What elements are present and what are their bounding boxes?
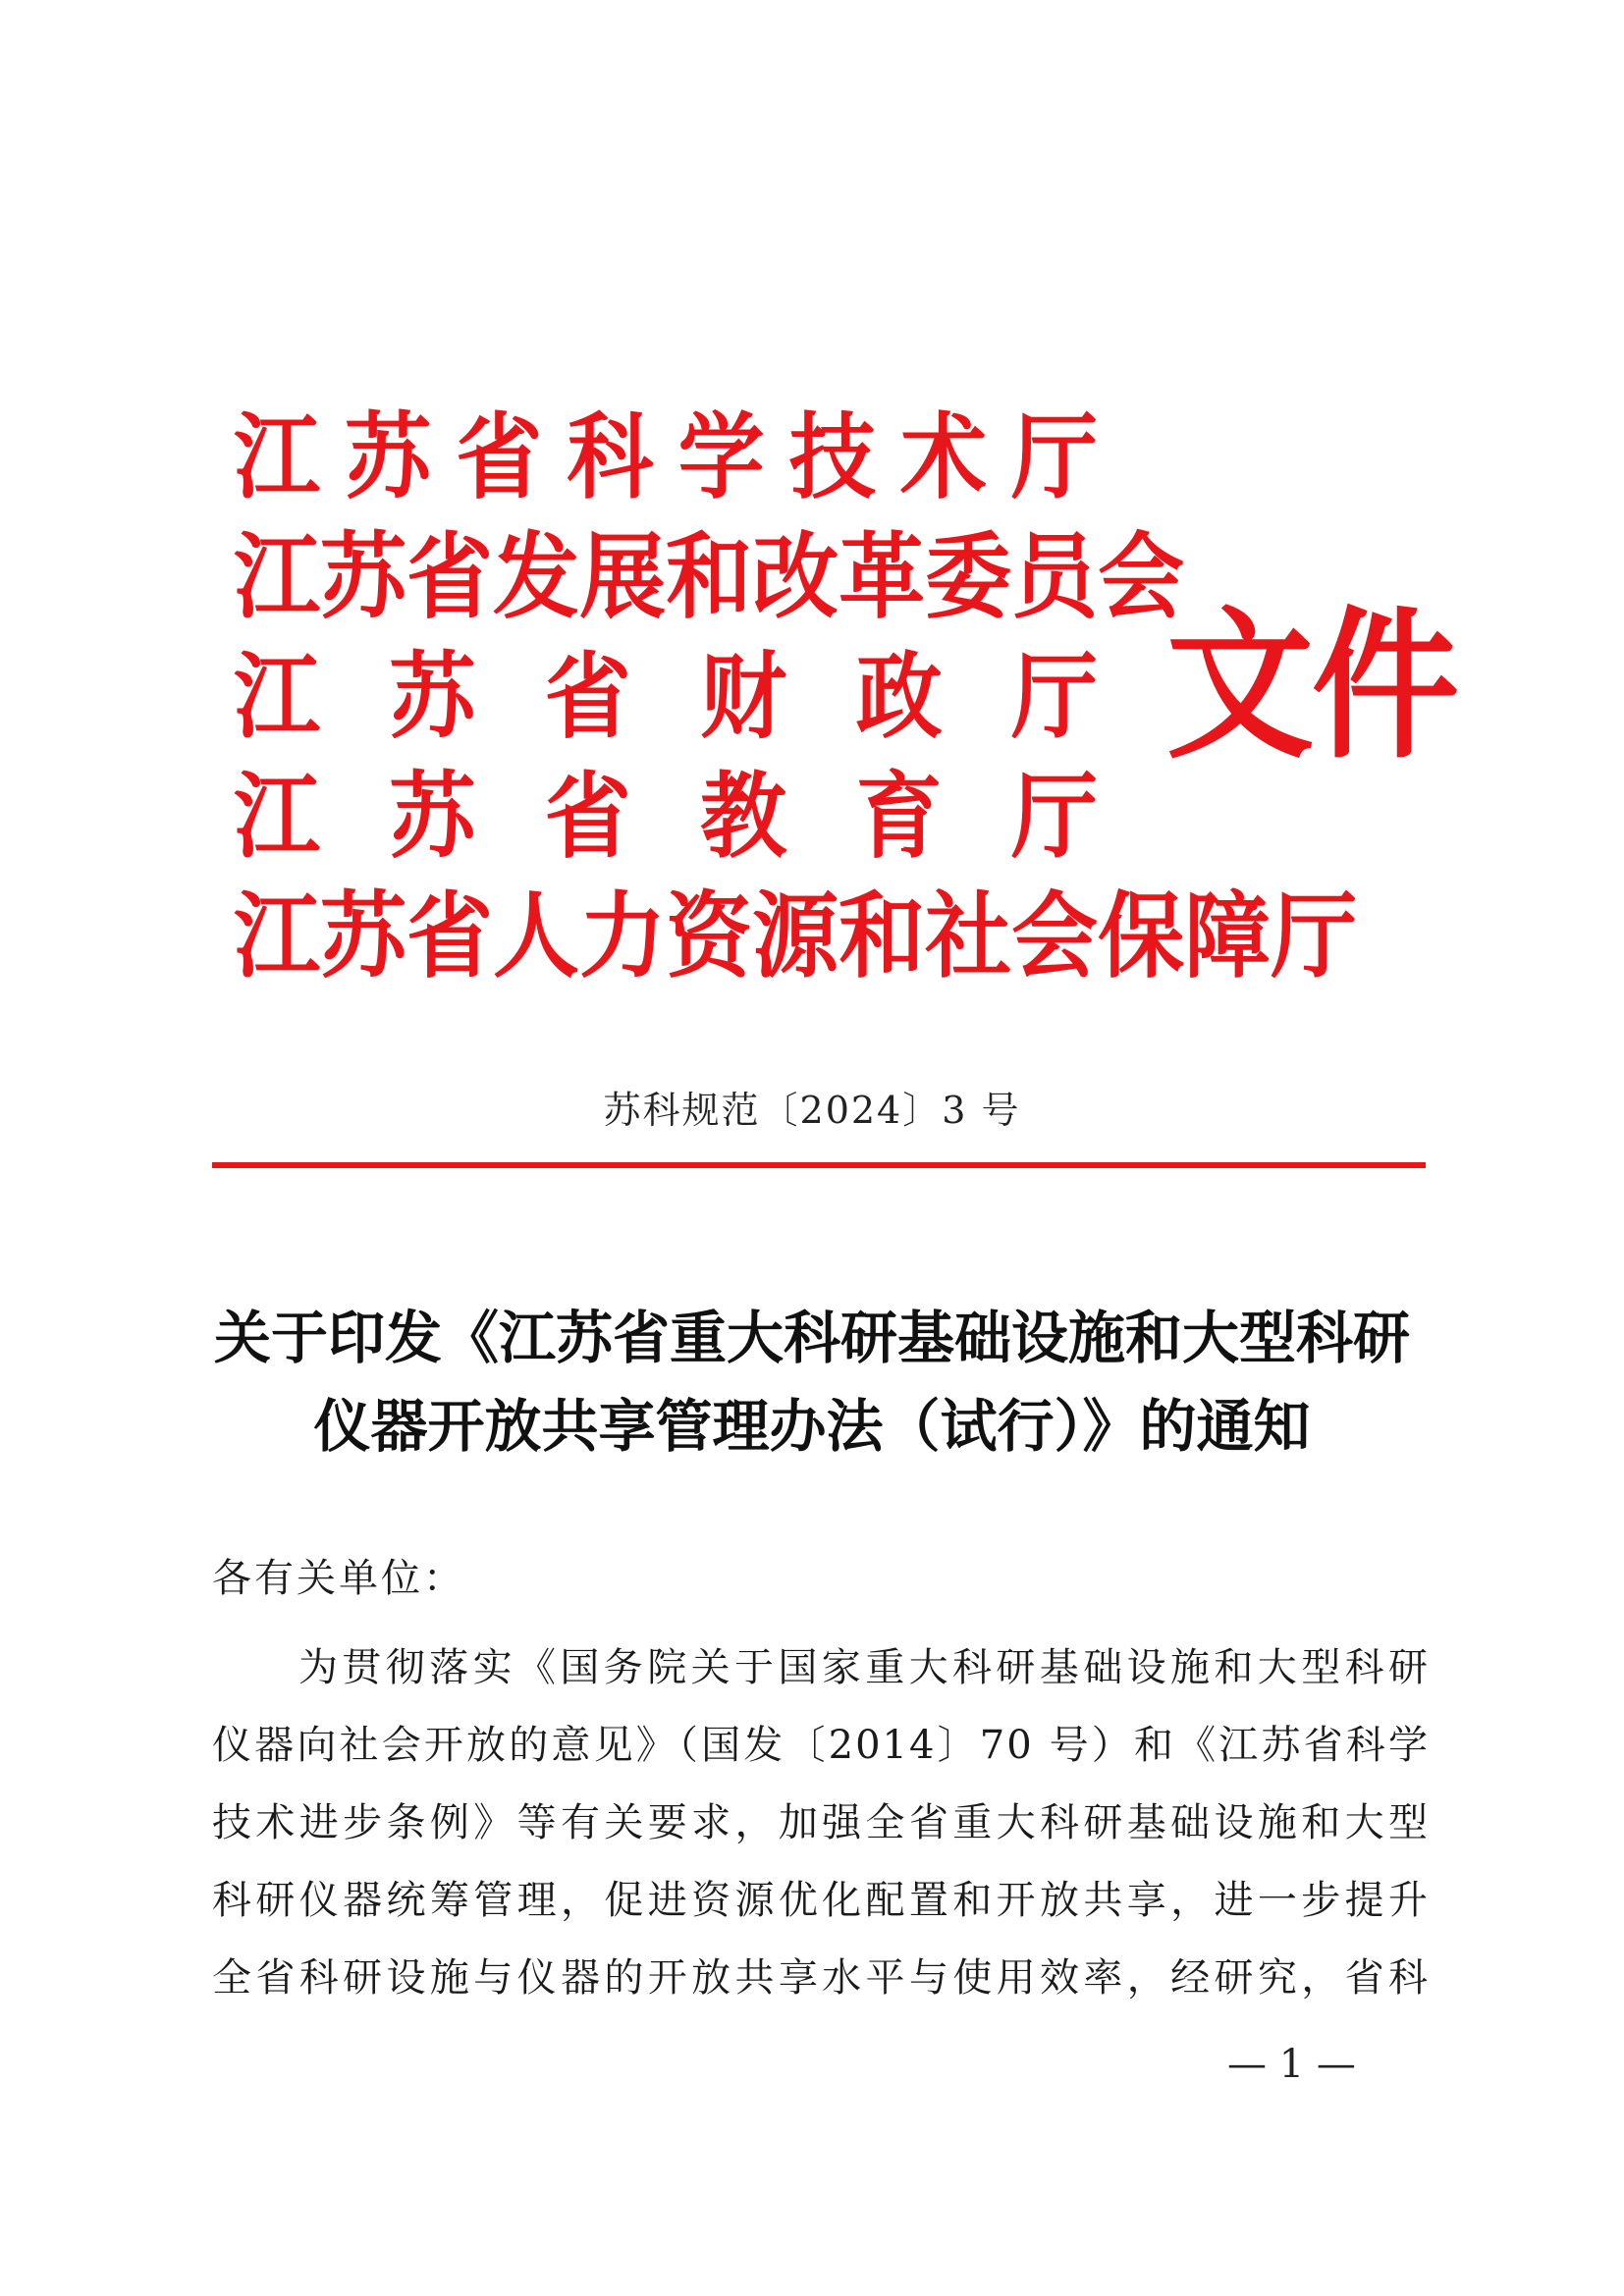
body-line: 仪器向社会开放的意见》（国发〔2014〕70 号）和《江苏省科学 — [212, 1723, 1430, 1768]
page-number: — 1 — — [1227, 2042, 1356, 2087]
issuer-education: 江 苏 省 教 育 厅 — [234, 761, 1098, 872]
body-line: 技术进步条例》等有关要求，加强全省重大科研基础设施和大型 — [212, 1800, 1430, 1845]
body-line: 全省科研设施与仪器的开放共享水平与使用效率，经研究，省科 — [212, 1955, 1430, 2001]
salutation: 各有关单位： — [212, 1556, 465, 1601]
document-number: 苏科规范〔2024〕3 号 — [603, 1089, 1021, 1132]
issuer-development-reform: 江 苏 省 发 展 和 改 革 委 员 会 — [234, 521, 1185, 632]
issuer-finance: 江 苏 省 财 政 厅 — [234, 641, 1098, 752]
body-line: 科研仪器统筹管理，促进资源优化配置和开放共享，进一步提升 — [212, 1878, 1430, 1923]
body-line: 为贯彻落实《国务院关于国家重大科研基础设施和大型科研 — [298, 1645, 1430, 1690]
document-title — [147, 1294, 1477, 1470]
red-divider-line — [212, 1162, 1426, 1168]
issuer-science-technology: 江 苏 省 科 学 技 术 厅 — [234, 401, 1098, 512]
issuer-human-resources: 江 苏 省 人 力 资 源 和 社 会 保 障 厅 — [234, 881, 1358, 991]
title-line-2: 仪器开放共享管理办法（试行）》的通知 — [313, 1393, 1311, 1460]
document-word: 文件 — [1166, 593, 1458, 781]
title-line-1: 关于印发《江苏省重大科研基础设施和大型科研 — [213, 1305, 1410, 1371]
body-paragraph — [212, 1629, 1430, 2017]
